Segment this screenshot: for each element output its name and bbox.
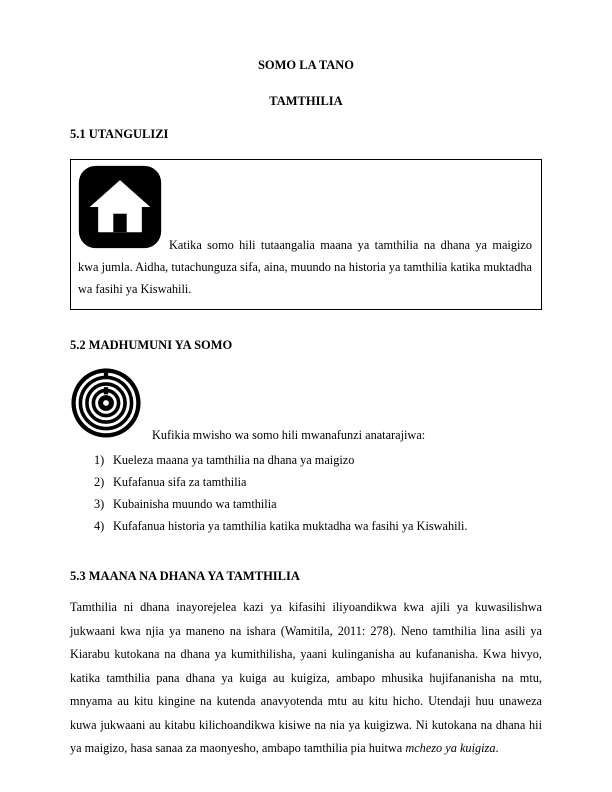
objectives-intro-text: Kufikia mwisho wa somo hili mwanafunzi anatarajiwa: (152, 428, 426, 442)
objective-number: 2) (94, 475, 105, 489)
objective-text: Kufafanua historia ya tamthilia katika muktadha wa fasihi ya Kiswahili. (113, 519, 468, 533)
objective-item-1 (94, 449, 542, 471)
objectives-intro-paragraph (70, 367, 542, 446)
objectives-section (70, 367, 542, 537)
objective-item-3 (94, 493, 542, 515)
objective-number: 1) (94, 453, 105, 467)
intro-box (70, 159, 542, 310)
maana-paragraph-lead: Tamthilia ni dhana inayorejelea kazi ya kifasihi iliyoandikwa kwa ajili ya kuwasilishwa jukwaani kwa njia ya maneno na ishara (Wamitila, 2011: 278). Neno tamthilia lina asili ya Kiarabu kutokana na dhana ya kumithilisha, yaani kulinganisha au kufananisha. Kwa hivyo, katika tamthilia pana dhana ya kuiga au kuigiza, ambapo mhusika hujifananisha na mtu, mnyama au kitu kingine na kutenda anavyotenda mtu au kitu hicho. Utendaji huu unaweza kuwa jukwaani au kitabu kilichoandikwa kisiwe na nia ya kuigizwa. Ni kutokana na dhana hii ya maigizo, hasa sanaa za maonyesho, ambapo tamthilia pia huitwa (70, 600, 542, 755)
intro-box-paragraph (78, 165, 532, 300)
maana-paragraph (70, 596, 542, 761)
intro-box-text: Katika somo hili tutaangalia maana ya tamthilia na dhana ya maigizo kwa jumla. Aidha, tutachunguza sifa, aina, muundo na historia ya tamthilia katika muktadha wa fasihi ya Kiswahili. (78, 238, 532, 296)
maana-paragraph-end: . (495, 741, 499, 755)
page-title: SOMO LA TANO (257, 58, 355, 72)
objective-number: 4) (94, 519, 105, 533)
objective-text: Kubainisha muundo wa tamthilia (113, 497, 277, 511)
objective-text: Kufafanua sifa za tamthilia (113, 475, 247, 489)
home-icon (78, 165, 162, 249)
objectives-list (70, 449, 542, 537)
maana-paragraph-italic: mchezo ya kuigiza (405, 741, 496, 755)
objective-text: Kueleza maana ya tamthilia na dhana ya maigizo (113, 453, 355, 467)
section-heading-maana-na-dhana: 5.3 MAANA NA DHANA YA TAMTHILIA (70, 569, 300, 583)
section-heading-madhumuni: 5.2 MADHUMUNI YA SOMO (70, 338, 233, 352)
target-icon (70, 367, 142, 439)
objective-number: 3) (94, 497, 105, 511)
objective-item-4 (94, 515, 542, 537)
section-heading-utangulizi: 5.1 UTANGULIZI (70, 127, 169, 141)
objective-item-2 (94, 471, 542, 493)
page-subtitle: TAMTHILIA (269, 94, 343, 108)
